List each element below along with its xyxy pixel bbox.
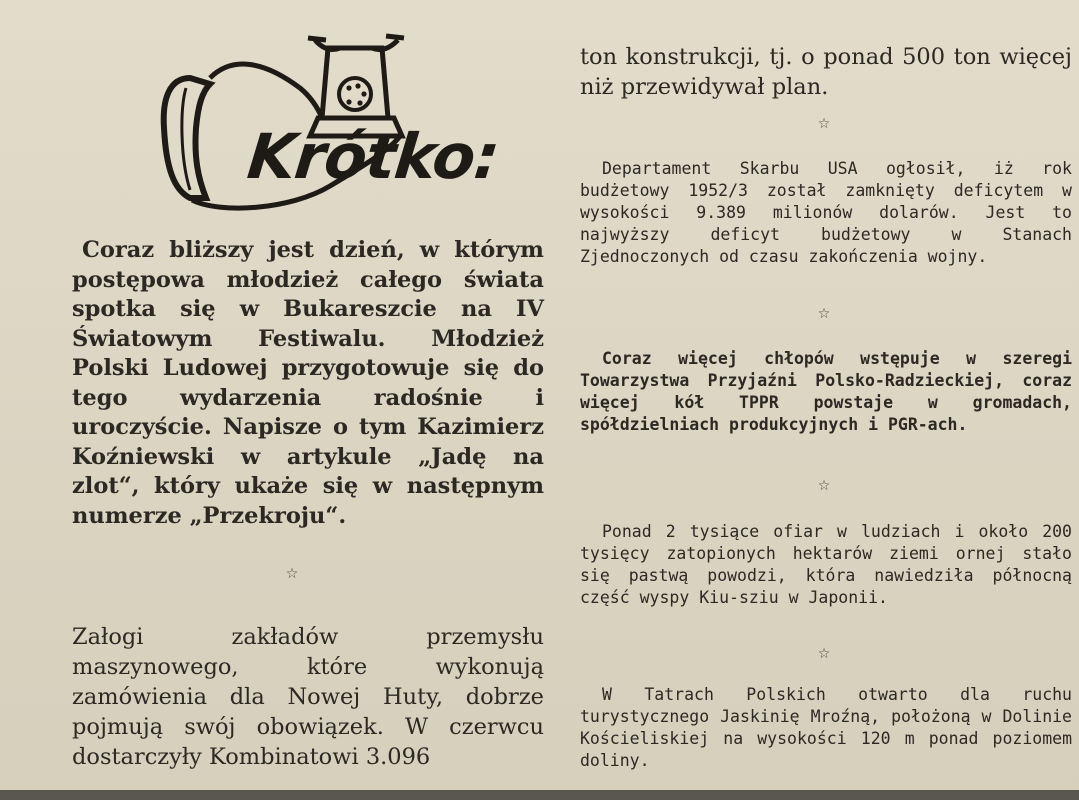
left-paragraph-festival: [72, 236, 544, 531]
separator-star-icon: ☆: [817, 306, 831, 322]
right-continuation: [580, 42, 1072, 102]
news-text: Departament Skarbu USA ogłosił, iż rok budżetowy 1952/3 został zamknięty deficytem w wysokości 9.389 milionów dolarów. Jest to najwyższy deficyt budżetowy w Stanach Zjednoczonych od czasu zakończenia wojny.: [580, 159, 1072, 266]
news-text: Ponad 2 tysiące ofiar w ludziach i około 200 tysięcy zatopionych hektarów ziemi ornej stało się pastwą powodzi, która nawiedziła północną część wyspy Kiu-sziu w Japonii.: [580, 522, 1072, 607]
section-title: Krótko:: [244, 120, 503, 193]
continuation-text: ton konstrukcji, tj. o ponad 500 ton więcej niż przewidywał plan.: [580, 44, 1072, 100]
news-item-tatra-cave: [580, 684, 1072, 772]
festival-text: Coraz bliższy jest dzień, w którym postępowa młodzież całego świata spotka się w Bukareszcie na IV Światowym Festiwalu. Młodzież Polski Ludowej przygotowuje się do tego wydarzenia radośnie i uroczyście. Napisze o tym Kazimierz Koźniewski w artykule „Jadę na zlot“, który ukaże się w następnym numerze „Przekroju“.: [72, 237, 544, 529]
news-text: W Tatrach Polskich otwarto dla ruchu turystycznego Jaskinię Mroźną, położoną w Dolinie Kościeliskiej na wysokości 120 m ponad poziomem doliny.: [580, 685, 1072, 770]
separator-star-icon: ☆: [817, 116, 831, 132]
news-item-usa-deficit: [580, 158, 1072, 268]
separator-star-icon: ☆: [285, 566, 299, 582]
nowa-huta-text: Załogi zakładów przemysłu maszynowego, które wykonują zamówienia dla Nowej Huty, dobrze pojmują swój obowiązek. W czerwcu dostarczyły Kombinatowi 3.096: [72, 624, 544, 770]
separator-star-icon: ☆: [817, 646, 831, 662]
left-paragraph-nowa-huta: [72, 622, 544, 772]
separator-star-icon: ☆: [817, 478, 831, 494]
news-item-tppr: [580, 348, 1072, 436]
page-bottom-edge: [0, 790, 1079, 800]
news-item-japan-flood: [580, 521, 1072, 609]
news-text: Coraz więcej chłopów wstępuje w szeregi Towarzystwa Przyjaźni Polsko-Radzieckiej, coraz więcej kół TPPR powstaje w gromadach, spółdzielniach produkcyjnych i PGR-ach.: [580, 349, 1072, 434]
